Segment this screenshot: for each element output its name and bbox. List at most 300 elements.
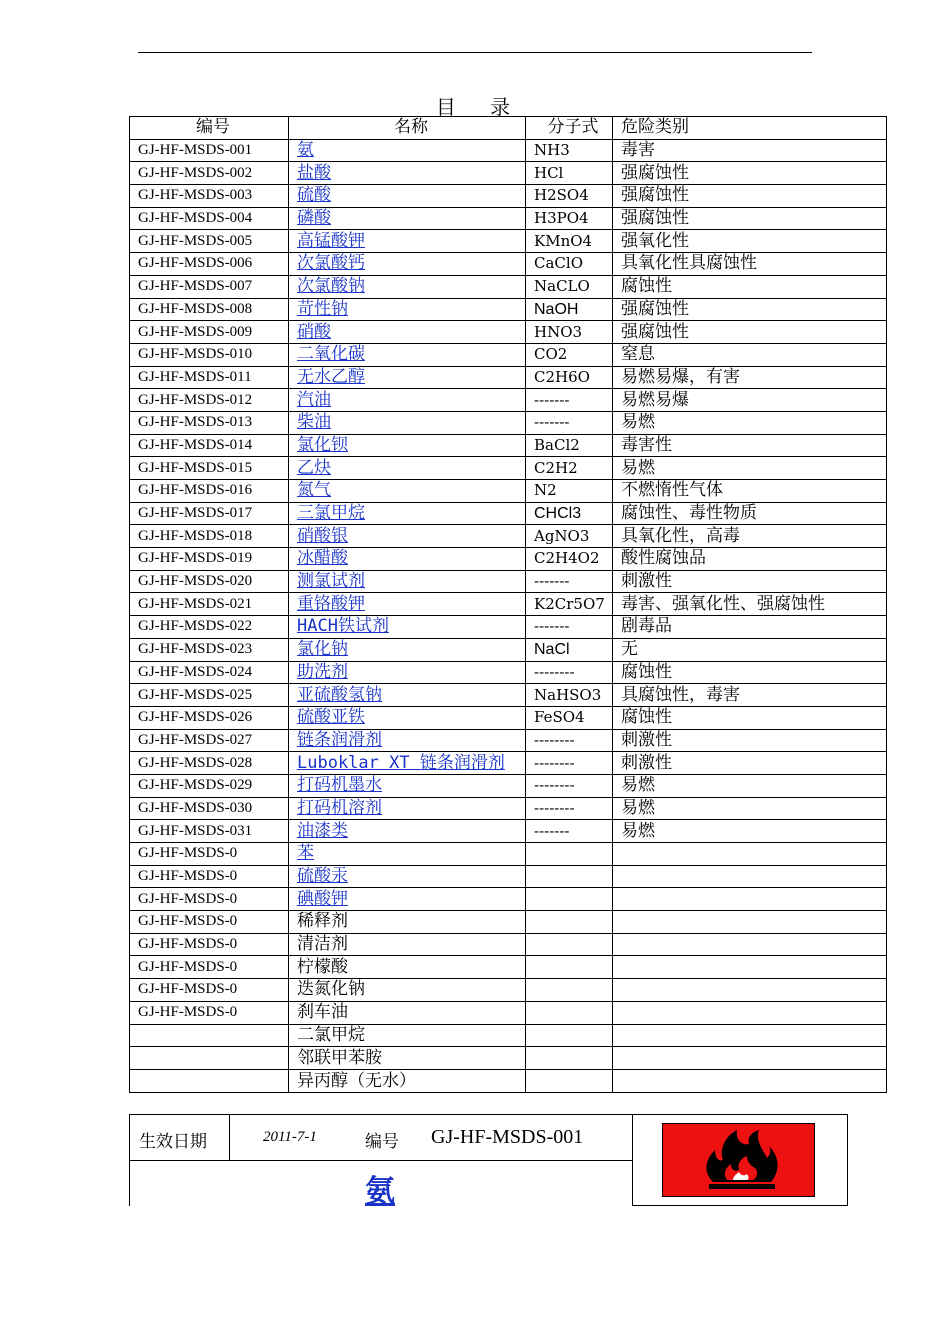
page-title: 目 录: [435, 95, 525, 119]
row-formula-text: --------: [534, 776, 575, 795]
chemical-link[interactable]: 二氧化碳: [297, 344, 365, 365]
table-row: [130, 638, 887, 661]
msds-header-card: [129, 1114, 848, 1209]
chemical-link[interactable]: 苛性钠: [297, 298, 348, 319]
row-hazard-text: 不燃惰性气体: [621, 480, 723, 501]
row-hazard: [613, 729, 887, 752]
chemical-link[interactable]: 磷酸: [297, 208, 331, 229]
row-hazard: [613, 911, 887, 934]
table-row: [130, 616, 887, 639]
chemical-link[interactable]: 次氯酸钠: [297, 276, 365, 297]
row-name: [289, 548, 526, 571]
chemical-link[interactable]: 重铬酸钾: [297, 593, 365, 614]
row-code: [130, 820, 289, 843]
row-hazard: [613, 843, 887, 866]
table-row: [130, 593, 887, 616]
row-code: [130, 185, 289, 208]
row-formula-text: HCl: [534, 163, 564, 182]
table-row: [130, 933, 887, 956]
row-name: [289, 525, 526, 548]
row-hazard: [613, 706, 887, 729]
row-hazard: [613, 1047, 887, 1070]
row-name-text: 稀释剂: [297, 911, 348, 932]
chemical-link[interactable]: HACH铁试剂: [297, 616, 389, 637]
row-hazard-text: 毒害性: [621, 434, 672, 455]
table-row: [130, 752, 887, 775]
row-formula: [526, 933, 613, 956]
row-formula-text: K2Cr5O7: [534, 594, 605, 613]
row-hazard-text: 具氧化性，高毒: [621, 525, 740, 546]
row-code-text: GJ-HF-MSDS-004: [138, 210, 253, 227]
table-row: [130, 548, 887, 571]
row-code: [130, 593, 289, 616]
row-formula-text: --------: [534, 753, 575, 772]
chemical-link[interactable]: 亚硫酸氢钠: [297, 684, 382, 705]
row-formula: [526, 843, 613, 866]
row-code: [130, 434, 289, 457]
row-name-text: 柠檬酸: [297, 956, 348, 977]
row-formula: [526, 638, 613, 661]
row-name-text: 邻联甲苯胺: [297, 1048, 382, 1068]
row-hazard-text: 易燃: [621, 775, 655, 796]
row-code: [130, 366, 289, 389]
row-formula: [526, 570, 613, 593]
row-hazard-text: 腐蚀性: [621, 276, 672, 297]
row-code: [130, 979, 289, 1002]
row-formula-text: NaHSO3: [534, 685, 602, 704]
row-hazard: [613, 979, 887, 1002]
flammable-pictogram: [662, 1123, 815, 1197]
row-hazard-text: 无: [621, 639, 638, 660]
row-code-text: GJ-HF-MSDS-0: [138, 981, 238, 998]
row-formula: [526, 525, 613, 548]
row-formula-text: --------: [534, 730, 575, 749]
row-formula: [526, 366, 613, 389]
table-row: [130, 457, 887, 480]
table-row: [130, 343, 887, 366]
row-formula: [526, 706, 613, 729]
row-name: [289, 684, 526, 707]
row-formula-text: KMnO4: [534, 231, 593, 250]
effective-date-value: 2011-7-1: [263, 1129, 317, 1145]
chemical-link[interactable]: 冰醋酸: [297, 548, 348, 569]
row-formula: [526, 684, 613, 707]
row-hazard: [613, 774, 887, 797]
row-formula: [526, 389, 613, 412]
row-hazard: [613, 457, 887, 480]
row-formula: [526, 207, 613, 230]
table-row: [130, 956, 887, 979]
table-row: [130, 774, 887, 797]
chemical-link[interactable]: 硝酸: [297, 321, 331, 342]
row-formula: [526, 593, 613, 616]
row-hazard-text: 毒害、强氧化性、强腐蚀性: [621, 593, 825, 614]
row-name: [289, 230, 526, 253]
row-code-text: GJ-HF-MSDS-001: [138, 142, 253, 159]
table-row: [130, 139, 887, 162]
row-hazard: [613, 933, 887, 956]
row-code-text: GJ-HF-MSDS-003: [138, 187, 253, 204]
chemical-link[interactable]: 氨: [297, 140, 314, 161]
chemical-link[interactable]: 打码机溶剂: [297, 797, 382, 818]
row-hazard: [613, 956, 887, 979]
row-hazard: [613, 321, 887, 344]
row-hazard: [613, 298, 887, 321]
row-hazard: [613, 888, 887, 911]
row-formula: [526, 480, 613, 503]
row-code: [130, 548, 289, 571]
row-hazard: [613, 366, 887, 389]
row-hazard: [613, 275, 887, 298]
chemical-link[interactable]: 无水乙醇: [297, 366, 365, 387]
row-formula: [526, 343, 613, 366]
row-hazard: [613, 253, 887, 276]
row-formula-text: -------: [534, 390, 570, 409]
row-formula-text: H3PO4: [534, 209, 589, 228]
row-code: [130, 411, 289, 434]
row-hazard: [613, 684, 887, 707]
chemical-link[interactable]: 链条润滑剂: [297, 729, 382, 750]
row-hazard: [613, 434, 887, 457]
row-formula: [526, 865, 613, 888]
row-name-text: 异丙醇（无水）: [297, 1071, 416, 1091]
row-name: [289, 343, 526, 366]
chemical-link[interactable]: 柴油: [297, 412, 331, 433]
row-code: [130, 502, 289, 525]
row-code-text: GJ-HF-MSDS-014: [138, 436, 253, 453]
row-code: [130, 1070, 289, 1093]
row-hazard: [613, 1001, 887, 1024]
row-hazard-text: 具氧化性具腐蚀性: [621, 253, 757, 274]
row-formula-text: C2H6O: [534, 367, 590, 386]
row-code: [130, 570, 289, 593]
table-row: [130, 298, 887, 321]
document-number-value: GJ-HF-MSDS-001: [431, 1126, 584, 1148]
row-hazard: [613, 480, 887, 503]
row-code: [130, 638, 289, 661]
row-name: [289, 570, 526, 593]
row-formula: [526, 298, 613, 321]
row-code: [130, 1024, 289, 1047]
row-hazard-text: 窒息: [621, 344, 655, 365]
row-formula-text: FeSO4: [534, 708, 585, 727]
row-formula-text: C2H4O2: [534, 549, 600, 568]
row-hazard: [613, 865, 887, 888]
row-formula-text: BaCl2: [534, 435, 580, 454]
row-formula: [526, 502, 613, 525]
row-name: [289, 865, 526, 888]
chemical-link[interactable]: 硫酸汞: [297, 866, 348, 887]
row-hazard: [613, 207, 887, 230]
row-name: [289, 1024, 526, 1047]
row-code: [130, 797, 289, 820]
row-name: [289, 162, 526, 185]
row-hazard-text: 腐蚀性、毒性物质: [621, 503, 757, 524]
chemical-link[interactable]: Luboklar XT 链条润滑剂: [297, 752, 505, 773]
row-formula: [526, 774, 613, 797]
flammable-flame-icon: [663, 1124, 814, 1196]
row-name-text: 迭氮化钠: [297, 979, 365, 1000]
row-code-text: GJ-HF-MSDS-007: [138, 278, 253, 295]
chemical-link[interactable]: 乙炔: [297, 457, 331, 478]
chemical-link[interactable]: 硝酸银: [297, 525, 348, 546]
row-hazard-text: 易燃: [621, 797, 655, 818]
chemical-link[interactable]: 氮气: [297, 480, 331, 501]
row-code: [130, 230, 289, 253]
row-hazard: [613, 343, 887, 366]
row-formula-text: NaOH: [534, 300, 579, 318]
table-row: [130, 570, 887, 593]
row-name: [289, 706, 526, 729]
row-code: [130, 139, 289, 162]
chemical-link[interactable]: 硫酸: [297, 185, 331, 206]
row-code: [130, 480, 289, 503]
chemical-link[interactable]: 三氯甲烷: [297, 503, 365, 524]
chemical-link[interactable]: 高锰酸钾: [297, 230, 365, 251]
table-row: [130, 434, 887, 457]
row-code-text: GJ-HF-MSDS-005: [138, 232, 253, 249]
row-code-text: GJ-HF-MSDS-0: [138, 913, 238, 930]
row-name: [289, 956, 526, 979]
row-hazard-text: 易燃: [621, 412, 655, 433]
chemical-link[interactable]: 汽油: [297, 389, 331, 410]
chemical-link[interactable]: 打码机墨水: [297, 775, 382, 796]
row-hazard: [613, 411, 887, 434]
row-code-text: GJ-HF-MSDS-023: [138, 641, 253, 658]
row-formula: [526, 729, 613, 752]
table-row: [130, 865, 887, 888]
table-row: [130, 162, 887, 185]
row-name-text: 清洁剂: [297, 934, 348, 955]
row-formula-text: -------: [534, 821, 570, 840]
row-code-text: GJ-HF-MSDS-020: [138, 573, 253, 590]
table-row: [130, 888, 887, 911]
row-name: [289, 661, 526, 684]
chemical-link[interactable]: 测氯试剂: [297, 571, 365, 592]
chemical-link[interactable]: 次氯酸钙: [297, 253, 365, 274]
header-code: 编号: [130, 117, 289, 140]
row-hazard: [613, 661, 887, 684]
row-formula: [526, 457, 613, 480]
table-row: [130, 706, 887, 729]
row-name: [289, 752, 526, 775]
table-row: [130, 843, 887, 866]
row-code-text: GJ-HF-MSDS-010: [138, 346, 253, 363]
row-name-text: 二氯甲烷: [297, 1024, 365, 1045]
table-header-row: [130, 117, 887, 140]
row-code-text: GJ-HF-MSDS-015: [138, 459, 253, 476]
row-code-text: GJ-HF-MSDS-012: [138, 391, 253, 408]
row-hazard-text: 强腐蚀性: [621, 298, 689, 319]
row-formula: [526, 275, 613, 298]
chemical-link[interactable]: 助洗剂: [297, 661, 348, 682]
row-name: [289, 389, 526, 412]
chemical-link[interactable]: 氯化钠: [297, 639, 348, 660]
row-code: [130, 752, 289, 775]
row-formula: [526, 411, 613, 434]
table-row: [130, 1070, 887, 1093]
row-code-text: GJ-HF-MSDS-0: [138, 890, 238, 907]
row-hazard-text: 毒害: [621, 140, 655, 161]
row-name: [289, 207, 526, 230]
row-formula-text: C2H2: [534, 458, 578, 477]
row-formula: [526, 661, 613, 684]
table-row: [130, 366, 887, 389]
row-hazard: [613, 389, 887, 412]
table-row: [130, 820, 887, 843]
row-hazard-text: 强腐蚀性: [621, 321, 689, 342]
table-row: [130, 207, 887, 230]
row-code: [130, 389, 289, 412]
row-formula-text: N2: [534, 481, 557, 500]
row-formula: [526, 979, 613, 1002]
row-code-text: GJ-HF-MSDS-009: [138, 323, 253, 340]
row-formula: [526, 797, 613, 820]
row-name: [289, 797, 526, 820]
row-code: [130, 865, 289, 888]
chemical-link[interactable]: 盐酸: [297, 162, 331, 183]
row-hazard-text: 腐蚀性: [621, 707, 672, 728]
table-row: [130, 502, 887, 525]
row-code: [130, 207, 289, 230]
row-code-text: GJ-HF-MSDS-0: [138, 845, 238, 862]
row-hazard-text: 易燃易爆，有害: [621, 366, 740, 387]
row-code: [130, 275, 289, 298]
chemical-link[interactable]: 碘酸钾: [297, 888, 348, 909]
row-formula-text: CHCl3: [534, 505, 582, 523]
row-formula: [526, 956, 613, 979]
row-code: [130, 706, 289, 729]
row-code: [130, 1001, 289, 1024]
row-hazard-text: 强腐蚀性: [621, 208, 689, 229]
chemical-link[interactable]: 油漆类: [297, 820, 348, 841]
row-name: [289, 911, 526, 934]
document-number-label: 编号: [365, 1132, 399, 1152]
row-name: [289, 366, 526, 389]
row-formula-text: CaClO: [534, 254, 583, 273]
row-code: [130, 729, 289, 752]
table-row: [130, 411, 887, 434]
row-code-text: GJ-HF-MSDS-017: [138, 505, 253, 522]
chemical-link[interactable]: 硫酸亚铁: [297, 707, 365, 728]
row-name: [289, 638, 526, 661]
row-hazard-text: 酸性腐蚀品: [621, 548, 706, 569]
row-formula: [526, 139, 613, 162]
row-hazard: [613, 593, 887, 616]
row-formula: [526, 888, 613, 911]
row-code-text: GJ-HF-MSDS-0: [138, 958, 238, 975]
row-name: [289, 275, 526, 298]
row-name: [289, 1047, 526, 1070]
row-formula-text: -------: [534, 617, 570, 636]
row-formula: [526, 820, 613, 843]
row-formula: [526, 1001, 613, 1024]
row-name: [289, 729, 526, 752]
row-code: [130, 162, 289, 185]
row-code: [130, 956, 289, 979]
row-formula-text: AgNO3: [534, 526, 590, 545]
row-name: [289, 1001, 526, 1024]
row-formula: [526, 321, 613, 344]
chemical-link[interactable]: 苯: [297, 843, 314, 864]
table-row: [130, 1024, 887, 1047]
row-code: [130, 843, 289, 866]
row-hazard: [613, 230, 887, 253]
row-hazard: [613, 570, 887, 593]
row-code-text: GJ-HF-MSDS-0: [138, 936, 238, 953]
row-code-text: GJ-HF-MSDS-029: [138, 777, 253, 794]
row-name: [289, 298, 526, 321]
row-code-text: GJ-HF-MSDS-026: [138, 709, 253, 726]
row-code-text: GJ-HF-MSDS-0: [138, 868, 238, 885]
row-code: [130, 684, 289, 707]
chemical-name-link[interactable]: 氨: [365, 1174, 395, 1209]
row-formula-text: CO2: [534, 345, 568, 364]
row-hazard-text: 易燃易爆: [621, 389, 689, 410]
row-code-text: GJ-HF-MSDS-008: [138, 300, 253, 317]
row-formula: [526, 253, 613, 276]
row-code: [130, 253, 289, 276]
row-formula: [526, 1024, 613, 1047]
row-hazard: [613, 1070, 887, 1093]
row-formula-text: NaCl: [534, 641, 570, 659]
row-formula: [526, 616, 613, 639]
row-code-text: GJ-HF-MSDS-021: [138, 595, 253, 612]
header-formula: 分子式: [526, 117, 613, 140]
table-row: [130, 1047, 887, 1070]
row-code: [130, 298, 289, 321]
row-code-text: GJ-HF-MSDS-011: [138, 368, 252, 385]
row-hazard-text: 刺激性: [621, 571, 672, 592]
row-code: [130, 525, 289, 548]
row-hazard-text: 刺激性: [621, 729, 672, 750]
row-code-text: GJ-HF-MSDS-006: [138, 255, 253, 272]
row-formula: [526, 162, 613, 185]
row-name: [289, 480, 526, 503]
row-name: [289, 774, 526, 797]
row-code: [130, 616, 289, 639]
header-name: 名称: [289, 117, 526, 140]
msds-index-table: [129, 116, 887, 1093]
row-hazard-text: 剧毒品: [621, 616, 672, 637]
row-hazard: [613, 185, 887, 208]
row-hazard: [613, 525, 887, 548]
row-name: [289, 321, 526, 344]
row-hazard: [613, 797, 887, 820]
row-code-text: GJ-HF-MSDS-016: [138, 482, 253, 499]
table-row: [130, 1001, 887, 1024]
row-hazard: [613, 616, 887, 639]
row-formula-text: --------: [534, 798, 575, 817]
table-row: [130, 911, 887, 934]
row-name-text: 刹车油: [297, 1002, 348, 1023]
row-formula: [526, 185, 613, 208]
table-row: [130, 797, 887, 820]
table-row: [130, 230, 887, 253]
row-formula: [526, 911, 613, 934]
chemical-link[interactable]: 氯化钡: [297, 434, 348, 455]
row-name: [289, 979, 526, 1002]
row-code: [130, 457, 289, 480]
row-code: [130, 911, 289, 934]
row-name: [289, 411, 526, 434]
row-hazard: [613, 820, 887, 843]
header-rule: [138, 52, 812, 53]
row-hazard-text: 刺激性: [621, 752, 672, 773]
row-code: [130, 774, 289, 797]
row-name: [289, 820, 526, 843]
row-formula-text: HNO3: [534, 322, 583, 341]
